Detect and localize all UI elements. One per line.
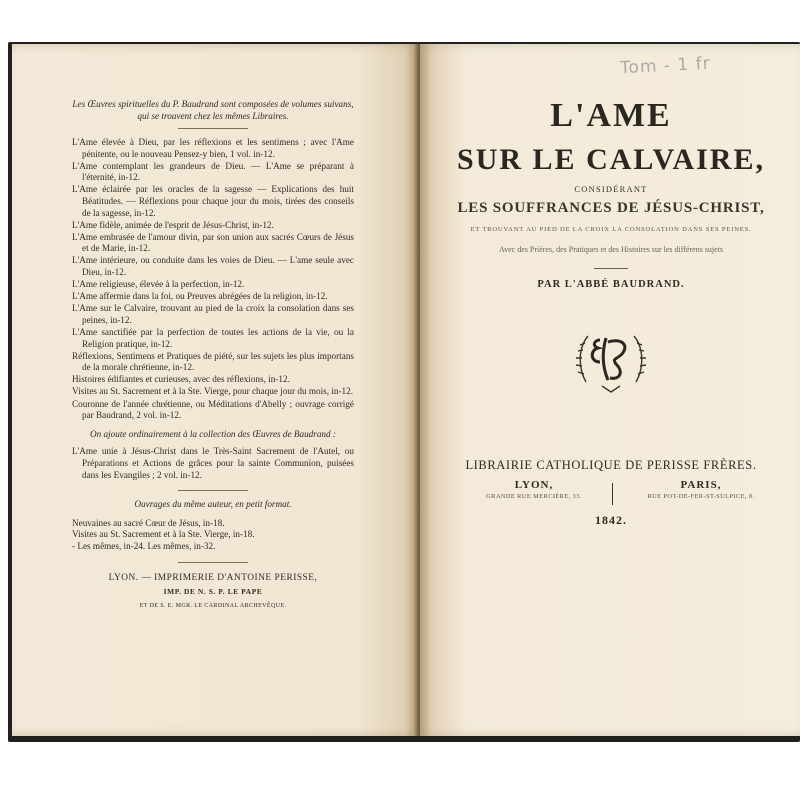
city-name: PARIS, (680, 479, 722, 491)
printer-imprint (72, 573, 354, 613)
work-entry: L'Ame intérieure, ou conduite dans les voies de Dieu. — L'ame seule avec Dieu, in-12. (72, 255, 354, 278)
work-entry: L'Ame sur le Calvaire, trouvant au pied de la croix la consolation dans ses peines, in-12. (72, 303, 354, 325)
vertical-divider (612, 483, 613, 505)
divider (178, 562, 248, 563)
works-list (72, 137, 354, 422)
left-page-content (72, 98, 354, 612)
imprint-line: LYON. — IMPRIMERIE D'ANTOINE PERISSE, (108, 572, 318, 583)
title-line-2: SUR LE CALVAIRE, (457, 143, 765, 176)
imprint-line: ET DE S. E. MGR. LE CARDINAL ARCHEVÊQUE. (139, 602, 287, 609)
pencil-note: Tom - 1 fr (619, 53, 712, 79)
small-format-title: Ouvrages du même auteur, en petit format. (134, 499, 292, 510)
divider (594, 268, 628, 269)
city-lyon (474, 479, 594, 500)
publisher-cities (446, 479, 776, 509)
printer-monogram-icon (572, 322, 650, 396)
work-entry: L'Ame embrasée de l'amour divin, par son union aux sacrés Cœurs de Jésus et de Marie, in-12. (72, 231, 354, 254)
small-format-list (72, 518, 354, 553)
works-intro: Les Œuvres spirituelles du P. Baudrand sont composées de volumes suivans, qui se trouvent chez les mêmes Libraires. (72, 99, 354, 121)
small-format-entry: Neuvaines au sacré Cœur de Jésus, in-18. (72, 517, 225, 528)
work-entry: L'Ame sanctifiée par la perfection de toutes les actions de la vie, ou la Religion pratique, in-12. (72, 327, 354, 349)
collection-note: On ajoute ordinairement à la collection des Œuvres de Baudrand : (90, 428, 336, 439)
work-entry: L'Ame contemplant les grandeurs de Dieu. — L'Ame se préparant à l'éternité, in-12. (72, 160, 354, 183)
divider (178, 128, 248, 129)
work-entry: L'Ame élevée à Dieu, par les réflexions et les sentimens ; avec l'Ame pénitente, ou le nouveau Pensez-y bien, 1 vol. in-12. (72, 137, 354, 159)
publication-year: 1842. (595, 513, 627, 527)
work-entry: L'Ame religieuse, élevée à la perfection, in-12. (72, 279, 245, 290)
imprint-line: IMP. DE N. S. P. LE PAPE (163, 587, 263, 597)
title-page (446, 96, 776, 528)
subject-title: LES SOUFFRANCES DE JÉSUS-CHRIST, (457, 200, 765, 216)
city-paris (636, 479, 766, 500)
small-format-entry: - Les mêmes, in-24. Les mêmes, in-32. (72, 540, 216, 551)
work-entry: Couronne de l'année chrétienne, ou Méditations d'Abelly ; ouvrage corrigé par Baudrand, 2 vol. in-12. (72, 398, 354, 421)
city-address: RUE POT-DE-FER-ST-SULPICE, 8. (647, 493, 755, 500)
city-address: GRANDE RUE MERCIÈRE, 33. (486, 493, 582, 500)
author-line: PAR L'ABBÉ BAUDRAND. (537, 279, 685, 290)
collection-entry: L'Ame unie à Jésus-Christ dans le Très-Saint Sacrement de l'Autel, ou Préparations et Actions de grâces pour la sainte Communion, puisées dans les Evangiles ; 2 vol. in-12. (72, 446, 354, 480)
small-format-entry: Visites au St. Sacrement et à la Ste. Vierge, in-18. (72, 529, 255, 540)
city-name: LYON, (514, 479, 554, 491)
considerant-text: CONSIDÉRANT (574, 184, 648, 194)
work-entry: Visites au St. Sacrement et à la Ste. Vierge, pour chaque jour du mois, in-12. (72, 386, 354, 397)
publisher-line: LIBRAIRIE CATHOLIQUE DE PERISSE FRÈRES. (465, 458, 757, 472)
avec-text: Avec des Prières, des Pratiques et des Histoires sur les différens sujets (498, 245, 724, 254)
subtitle: ET TROUVANT AU PIED DE LA CROIX LA CONSOLATION DANS SES PEINES. (470, 226, 752, 233)
work-entry: L'Ame affermie dans la foi, ou Preuves abrégées de la religion, in-12. (72, 291, 328, 302)
divider (178, 490, 248, 491)
title-line-1: L'AME (550, 97, 672, 134)
work-entry: L'Ame éclairée par les oracles de la sagesse — Explications des huit Béatitudes. — Réflexions pour chaque jour du mois, tirées des conseils de la sagesse, in-12. (72, 184, 354, 218)
work-entry: Histoires édifiantes et curieuses, avec des réflexions, in-12. (72, 374, 290, 385)
work-entry: Réflexions, Sentimens et Pratiques de piété, sur les sujets les plus importans de la morale chrétienne, in-12. (72, 350, 354, 373)
work-entry: L'Ame fidèle, animée de l'esprit de Jésus-Christ, in-12. (72, 219, 274, 230)
